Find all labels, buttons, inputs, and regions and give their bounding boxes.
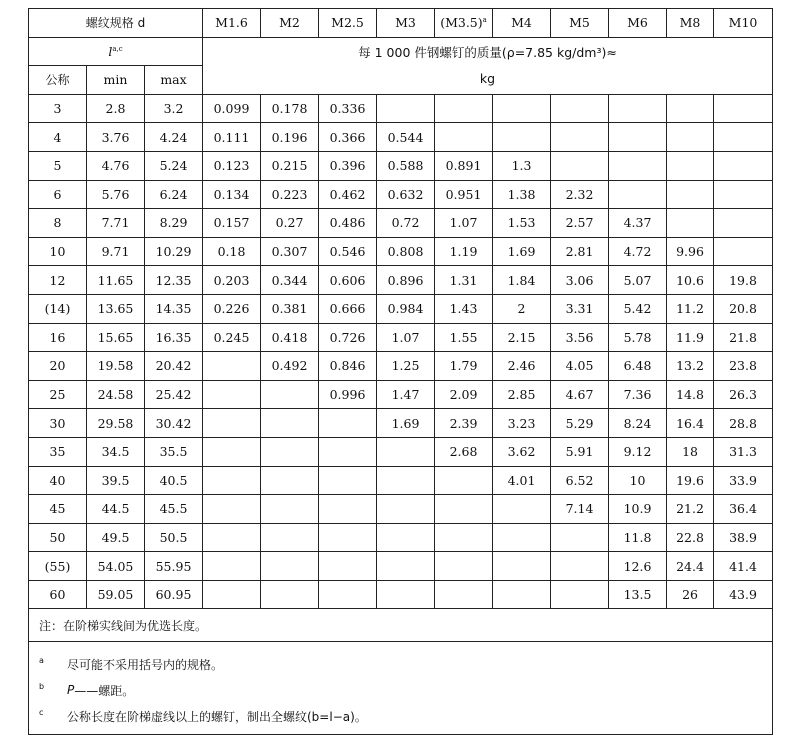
length-max-cell: 4.24 (145, 123, 203, 152)
length-min-cell: 9.71 (87, 237, 145, 266)
size-m3-5 (435, 9, 493, 38)
length-min-cell: 11.65 (87, 266, 145, 295)
table-row (29, 180, 773, 209)
size-m3-5-text: (M3.5) (440, 15, 483, 31)
mass-cell (261, 495, 319, 524)
mass-cell (203, 380, 261, 409)
length-min-cell: 44.5 (87, 495, 145, 524)
mass-header-line1: 每 1 000 件钢螺钉的质量(ρ=7.85 kg/dm³)≈ (358, 44, 617, 60)
nominal-length-cell: 60 (29, 580, 87, 609)
mass-cell: 18 (667, 437, 714, 466)
size-m3-5-footnote: a (482, 16, 487, 25)
length-max-cell: 50.5 (145, 523, 203, 552)
mass-cell (261, 523, 319, 552)
mass-cell: 11.2 (667, 294, 714, 323)
mass-cell: 0.344 (261, 266, 319, 295)
mass-cell: 0.223 (261, 180, 319, 209)
mass-cell: 2.81 (551, 237, 609, 266)
mass-cell (609, 123, 667, 152)
length-min-cell: 5.76 (87, 180, 145, 209)
spec-table-container (28, 8, 773, 735)
table-row (29, 495, 773, 524)
length-max-cell: 25.42 (145, 380, 203, 409)
mass-cell: 14.8 (667, 380, 714, 409)
nominal-label: 公称 (29, 66, 87, 95)
length-min-cell: 7.71 (87, 209, 145, 238)
mass-cell: 0.462 (319, 180, 377, 209)
table-body (29, 9, 773, 609)
mass-cell: 1.07 (377, 323, 435, 352)
mass-header-unit: kg (479, 70, 496, 86)
mass-cell: 21.8 (714, 323, 773, 352)
mass-cell: 1.19 (435, 237, 493, 266)
size-m4: M4 (493, 9, 551, 38)
mass-cell: 6.52 (551, 466, 609, 495)
mass-cell: 3.06 (551, 266, 609, 295)
mass-cell: 1.07 (435, 209, 493, 238)
mass-cell: 10 (609, 466, 667, 495)
mass-cell: 7.36 (609, 380, 667, 409)
length-max-cell: 60.95 (145, 580, 203, 609)
mass-cell: 1.38 (493, 180, 551, 209)
mass-cell: 0.808 (377, 237, 435, 266)
mass-cell (377, 523, 435, 552)
footnote-a-mark: a (39, 655, 44, 665)
size-m2-5: M2.5 (319, 9, 377, 38)
mass-cell: 0.203 (203, 266, 261, 295)
mass-cell: 4.01 (493, 466, 551, 495)
table-row (29, 409, 773, 438)
mass-cell: 1.53 (493, 209, 551, 238)
mass-cell (551, 151, 609, 180)
length-max-cell: 45.5 (145, 495, 203, 524)
footnote-a (29, 650, 772, 676)
mass-cell: 2.32 (551, 180, 609, 209)
mass-cell (667, 209, 714, 238)
mass-cell (551, 123, 609, 152)
size-m10: M10 (714, 9, 773, 38)
mass-cell: 0.896 (377, 266, 435, 295)
mass-cell: 0.27 (261, 209, 319, 238)
note-preferred: 注：在阶梯实线间为优选长度。 (29, 609, 772, 642)
footnote-c-text: 公称长度在阶梯虚线以上的螺钉，制出全螺纹(b=l−a)。 (67, 709, 367, 724)
mass-cell: 4.37 (609, 209, 667, 238)
mass-cell: 3.23 (493, 409, 551, 438)
length-max-cell: 20.42 (145, 352, 203, 381)
table-row (29, 523, 773, 552)
footnote-b-symbol: P (67, 683, 75, 698)
mass-cell (551, 580, 609, 609)
table-row (29, 352, 773, 381)
table-row (29, 437, 773, 466)
mass-cell: 1.69 (377, 409, 435, 438)
mass-cell: 3.31 (551, 294, 609, 323)
footnote-b-text: ——螺距。 (74, 683, 135, 698)
table-row (29, 323, 773, 352)
mass-cell: 0.984 (377, 294, 435, 323)
mass-cell: 9.12 (609, 437, 667, 466)
mass-cell: 4.05 (551, 352, 609, 381)
mass-cell: 0.178 (261, 94, 319, 123)
mass-cell: 2.09 (435, 380, 493, 409)
mass-cell: 8.24 (609, 409, 667, 438)
nominal-length-cell: 20 (29, 352, 87, 381)
mass-cell (203, 495, 261, 524)
mass-cell: 0.215 (261, 151, 319, 180)
mass-cell: 0.307 (261, 237, 319, 266)
mass-cell: 2.57 (551, 209, 609, 238)
mass-cell (493, 123, 551, 152)
mass-cell: 43.9 (714, 580, 773, 609)
length-min-cell: 49.5 (87, 523, 145, 552)
nominal-length-cell: 50 (29, 523, 87, 552)
mass-cell (493, 552, 551, 581)
header-row-sizes (29, 9, 773, 38)
mass-cell (261, 552, 319, 581)
mass-cell (203, 437, 261, 466)
mass-cell (203, 466, 261, 495)
mass-cell: 0.666 (319, 294, 377, 323)
mass-cell: 10.9 (609, 495, 667, 524)
table-row (29, 466, 773, 495)
max-label: max (145, 66, 203, 95)
mass-cell (319, 552, 377, 581)
mass-cell (261, 380, 319, 409)
mass-cell (667, 180, 714, 209)
mass-cell (377, 466, 435, 495)
mass-cell: 10.6 (667, 266, 714, 295)
mass-cell (714, 151, 773, 180)
mass-cell (319, 409, 377, 438)
table-row (29, 552, 773, 581)
table-row (29, 580, 773, 609)
mass-cell: 0.486 (319, 209, 377, 238)
size-m8: M8 (667, 9, 714, 38)
mass-cell: 1.3 (493, 151, 551, 180)
screw-mass-table (28, 8, 773, 609)
table-row (29, 294, 773, 323)
length-max-cell: 12.35 (145, 266, 203, 295)
table-row (29, 123, 773, 152)
mass-cell (714, 123, 773, 152)
nominal-length-cell: 40 (29, 466, 87, 495)
mass-cell (319, 495, 377, 524)
mass-cell (714, 180, 773, 209)
mass-cell (319, 466, 377, 495)
length-max-cell: 30.42 (145, 409, 203, 438)
length-min-cell: 59.05 (87, 580, 145, 609)
mass-cell (435, 466, 493, 495)
mass-cell (609, 151, 667, 180)
table-row (29, 380, 773, 409)
mass-cell: 5.07 (609, 266, 667, 295)
mass-cell (261, 409, 319, 438)
mass-cell: 2.46 (493, 352, 551, 381)
nominal-length-cell: 8 (29, 209, 87, 238)
thread-spec-text: 螺纹规格 d (85, 16, 146, 31)
mass-cell (435, 123, 493, 152)
mass-cell (551, 552, 609, 581)
mass-cell (203, 409, 261, 438)
mass-cell (261, 437, 319, 466)
mass-cell (319, 580, 377, 609)
length-max-cell: 8.29 (145, 209, 203, 238)
nominal-length-cell: (55) (29, 552, 87, 581)
mass-cell (609, 180, 667, 209)
mass-cell: 0.418 (261, 323, 319, 352)
mass-cell: 36.4 (714, 495, 773, 524)
mass-cell: 1.43 (435, 294, 493, 323)
length-max-cell: 40.5 (145, 466, 203, 495)
mass-cell (667, 94, 714, 123)
mass-cell (435, 552, 493, 581)
footnote-b (29, 676, 772, 702)
thread-spec-label (29, 9, 203, 38)
mass-cell: 0.123 (203, 151, 261, 180)
length-max-cell: 55.95 (145, 552, 203, 581)
mass-cell (261, 466, 319, 495)
mass-cell: 26.3 (714, 380, 773, 409)
mass-cell: 1.79 (435, 352, 493, 381)
mass-cell: 41.4 (714, 552, 773, 581)
mass-cell: 20.8 (714, 294, 773, 323)
mass-cell: 0.891 (435, 151, 493, 180)
mass-cell: 2.15 (493, 323, 551, 352)
mass-cell: 2.39 (435, 409, 493, 438)
mass-cell (377, 495, 435, 524)
mass-cell: 2.68 (435, 437, 493, 466)
mass-cell (493, 495, 551, 524)
length-min-cell: 2.8 (87, 94, 145, 123)
nominal-length-cell: 45 (29, 495, 87, 524)
footnote-c (29, 702, 772, 728)
mass-cell: 16.4 (667, 409, 714, 438)
size-m3: M3 (377, 9, 435, 38)
mass-cell (377, 552, 435, 581)
table-row (29, 94, 773, 123)
mass-header (203, 37, 773, 94)
mass-cell (609, 94, 667, 123)
mass-cell: 0.396 (319, 151, 377, 180)
length-label (29, 37, 203, 66)
mass-cell (551, 523, 609, 552)
footnote-a-text: 尽可能不采用括号内的规格。 (67, 657, 224, 672)
mass-cell: 5.42 (609, 294, 667, 323)
mass-cell: 0.72 (377, 209, 435, 238)
mass-cell (435, 94, 493, 123)
mass-cell: 0.226 (203, 294, 261, 323)
mass-cell: 1.84 (493, 266, 551, 295)
mass-cell (435, 495, 493, 524)
mass-cell: 0.632 (377, 180, 435, 209)
footnote-c-mark: c (39, 707, 44, 717)
mass-cell: 13.2 (667, 352, 714, 381)
mass-cell: 2 (493, 294, 551, 323)
mass-cell: 0.336 (319, 94, 377, 123)
mass-cell: 0.546 (319, 237, 377, 266)
length-max-cell: 35.5 (145, 437, 203, 466)
mass-cell: 23.8 (714, 352, 773, 381)
mass-cell: 2.85 (493, 380, 551, 409)
mass-cell: 33.9 (714, 466, 773, 495)
mass-cell: 31.3 (714, 437, 773, 466)
nominal-length-cell: 35 (29, 437, 87, 466)
mass-cell (377, 437, 435, 466)
mass-cell: 0.111 (203, 123, 261, 152)
header-row-length (29, 37, 773, 66)
table-row (29, 266, 773, 295)
length-min-cell: 3.76 (87, 123, 145, 152)
length-min-cell: 54.05 (87, 552, 145, 581)
table-row (29, 209, 773, 238)
mass-cell: 0.726 (319, 323, 377, 352)
mass-cell (493, 523, 551, 552)
mass-cell: 21.2 (667, 495, 714, 524)
mass-cell (203, 352, 261, 381)
mass-cell: 13.5 (609, 580, 667, 609)
nominal-length-cell: (14) (29, 294, 87, 323)
mass-cell: 1.55 (435, 323, 493, 352)
length-min-cell: 15.65 (87, 323, 145, 352)
min-label: min (87, 66, 145, 95)
nominal-length-cell: 30 (29, 409, 87, 438)
length-min-cell: 34.5 (87, 437, 145, 466)
nominal-length-cell: 6 (29, 180, 87, 209)
mass-cell: 0.606 (319, 266, 377, 295)
mass-cell: 0.381 (261, 294, 319, 323)
mass-cell: 1.31 (435, 266, 493, 295)
mass-cell: 3.56 (551, 323, 609, 352)
mass-cell: 0.996 (319, 380, 377, 409)
mass-cell (435, 580, 493, 609)
length-min-cell: 19.58 (87, 352, 145, 381)
length-min-cell: 4.76 (87, 151, 145, 180)
length-max-cell: 3.2 (145, 94, 203, 123)
footnote-list (29, 642, 772, 734)
mass-cell: 26 (667, 580, 714, 609)
size-m6: M6 (609, 9, 667, 38)
nominal-length-cell: 4 (29, 123, 87, 152)
mass-cell (714, 209, 773, 238)
mass-cell: 0.544 (377, 123, 435, 152)
length-max-cell: 10.29 (145, 237, 203, 266)
length-min-cell: 39.5 (87, 466, 145, 495)
length-footnotes: a,c (112, 44, 123, 53)
mass-cell: 12.6 (609, 552, 667, 581)
mass-cell: 0.492 (261, 352, 319, 381)
length-symbol: l (108, 43, 113, 59)
mass-cell: 1.25 (377, 352, 435, 381)
mass-cell: 19.6 (667, 466, 714, 495)
mass-cell: 19.8 (714, 266, 773, 295)
mass-cell: 11.9 (667, 323, 714, 352)
mass-cell: 5.78 (609, 323, 667, 352)
mass-cell: 0.846 (319, 352, 377, 381)
mass-cell: 22.8 (667, 523, 714, 552)
mass-cell: 0.196 (261, 123, 319, 152)
nominal-length-cell: 5 (29, 151, 87, 180)
mass-cell: 28.8 (714, 409, 773, 438)
mass-cell (714, 94, 773, 123)
mass-cell (667, 123, 714, 152)
mass-cell: 3.62 (493, 437, 551, 466)
footnote-b-mark: b (39, 681, 45, 691)
mass-cell (203, 523, 261, 552)
length-min-cell: 24.58 (87, 380, 145, 409)
mass-cell (377, 580, 435, 609)
mass-cell (319, 437, 377, 466)
length-max-cell: 14.35 (145, 294, 203, 323)
mass-cell (714, 237, 773, 266)
size-m2: M2 (261, 9, 319, 38)
mass-cell: 9.96 (667, 237, 714, 266)
mass-cell: 0.099 (203, 94, 261, 123)
nominal-length-cell: 12 (29, 266, 87, 295)
length-max-cell: 6.24 (145, 180, 203, 209)
length-max-cell: 16.35 (145, 323, 203, 352)
mass-cell: 6.48 (609, 352, 667, 381)
size-m1-6: M1.6 (203, 9, 261, 38)
mass-cell: 1.47 (377, 380, 435, 409)
nominal-length-cell: 25 (29, 380, 87, 409)
mass-cell (203, 580, 261, 609)
length-max-cell: 5.24 (145, 151, 203, 180)
mass-cell (261, 580, 319, 609)
mass-cell: 0.157 (203, 209, 261, 238)
mass-cell: 24.4 (667, 552, 714, 581)
nominal-length-cell: 3 (29, 94, 87, 123)
notes-section (28, 609, 773, 735)
mass-cell: 1.69 (493, 237, 551, 266)
mass-cell: 0.951 (435, 180, 493, 209)
mass-cell: 4.67 (551, 380, 609, 409)
mass-cell: 4.72 (609, 237, 667, 266)
table-row (29, 237, 773, 266)
mass-cell (493, 580, 551, 609)
mass-cell (377, 94, 435, 123)
nominal-length-cell: 16 (29, 323, 87, 352)
mass-cell: 7.14 (551, 495, 609, 524)
mass-cell (319, 523, 377, 552)
mass-cell: 0.245 (203, 323, 261, 352)
mass-cell (493, 94, 551, 123)
mass-cell: 0.134 (203, 180, 261, 209)
mass-cell (435, 523, 493, 552)
mass-cell: 0.588 (377, 151, 435, 180)
nominal-length-cell: 10 (29, 237, 87, 266)
mass-cell: 5.91 (551, 437, 609, 466)
mass-cell: 0.366 (319, 123, 377, 152)
mass-cell (667, 151, 714, 180)
length-min-cell: 29.58 (87, 409, 145, 438)
mass-cell: 0.18 (203, 237, 261, 266)
mass-cell (203, 552, 261, 581)
mass-cell (551, 94, 609, 123)
mass-cell: 11.8 (609, 523, 667, 552)
mass-cell: 5.29 (551, 409, 609, 438)
table-row (29, 151, 773, 180)
size-m5: M5 (551, 9, 609, 38)
length-min-cell: 13.65 (87, 294, 145, 323)
mass-cell: 38.9 (714, 523, 773, 552)
